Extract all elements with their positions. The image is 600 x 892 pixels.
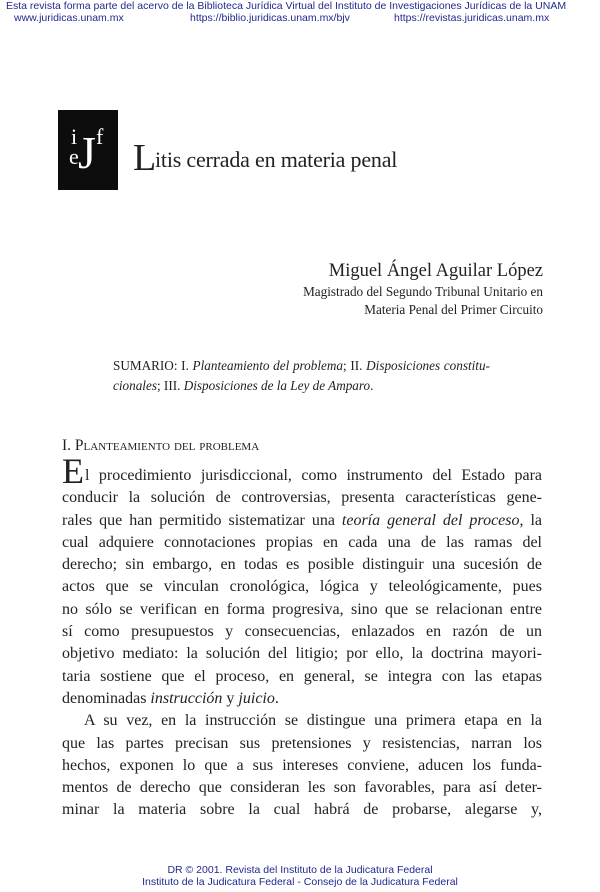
text-line: actos que se vinculan cronológica, lógica y teleológicamente, pues [62,578,542,596]
logo-letter-f: f [96,124,104,149]
author-block [303,259,543,319]
text-line: cual adquiere connotaciones propias en cada una de las ramas del [62,533,542,551]
author-affiliation-line-1: Magistrado del Segundo Tribunal Unitario en [303,284,543,299]
text-line: mentos de derecho que consideran les son favorables, para así deter- [62,779,542,797]
link-juridicas[interactable]: www.juridicas.unam.mx [14,12,124,24]
emphasis: instrucción [150,689,223,707]
footer-copyright: DR © 2001. Revista del Instituto de la Judicatura Federal [167,864,433,876]
text-line: que las partes precisan sus pretensiones y resistencias, narran los [62,734,542,752]
title-initial: L [133,137,157,179]
text-line: denominadas instrucción y juicio. [62,689,279,707]
title-rest: itis cerrada en materia penal [155,147,398,172]
logo-letter-e: e [69,144,79,169]
text-line: no sólo se verifican en forma progresiva, sino que se relacionan entre [62,600,542,618]
summary-item-3-num: III. [163,378,184,393]
summary-label: SUMARIO: [113,358,182,373]
logo-letter-i: i [71,124,78,149]
section-title: Planteamiento del problema [74,437,260,454]
link-biblio-bjv[interactable]: https://biblio.juridicas.unam.mx/bjv [190,12,350,24]
footer-publisher: Instituto de la Judicatura Federal - Consejo de la Judicatura Federal [142,876,458,888]
text-line: conducir la solución de controversias, presenta características gene- [62,489,542,507]
text-line: sí como presupuestos y consecuencias, enlazados en razón de un [62,623,542,641]
summary-sep: ; [343,358,351,373]
text-line: El procedimiento jurisdiccional, como instrumento del Estado para [62,451,542,491]
text-line: taria sostiene que el proceso, en general, se integra con las etapas [62,667,542,685]
author-name: Miguel Ángel Aguilar López [328,261,543,281]
summary-item-2-part1: Disposiciones constitu- [366,358,490,373]
author-affiliation-line-2: Materia Penal del Primer Circuito [364,302,543,317]
text-line: minar la materia sobre la cual habrá de probarse, alegarse y, [62,801,542,819]
section-heading [62,437,259,455]
summary-item-2-num: II. [350,358,367,373]
summary [113,356,490,396]
paragraph-2 [62,710,542,821]
summary-item-2-part2: cionales [113,378,157,393]
ijf-logo-icon [58,110,118,190]
link-revistas[interactable]: https://revistas.juridicas.unam.mx [394,12,550,24]
paragraph-1 [62,451,543,710]
text-line: rales que han permitido sistematizar una teoría general del proceso, la [62,511,543,529]
summary-sep: ; [156,378,164,393]
summary-line-2 [113,376,490,396]
article-body [62,451,543,822]
text-line: hechos, exponen lo que a sus intereses conviene, aducen los funda- [62,756,542,774]
summary-sep: . [370,378,374,393]
repository-notice: Esta revista forma parte del acervo de la Biblioteca Jurídica Virtual del Instituto de Investigaciones Jurídicas de la UNAM [6,0,567,12]
summary-line-1 [113,356,490,376]
logo-letter-j: J [78,127,96,178]
text-line: derecho; sin embargo, en todas es posible distinguir una sucesión de [62,556,542,574]
emphasis: juicio [238,689,275,707]
text-line: objetivo mediato: la solución del litigio; por ello, la doctrina mayori- [62,645,542,663]
text-line: A su vez, en la instrucción se distingue una primera etapa en la [84,712,542,730]
summary-item-3: Disposiciones de la Ley de Amparo [183,378,371,393]
summary-item-1: Planteamiento del problema [192,358,343,373]
section-number: I. [62,437,75,454]
summary-item-1-num: I. [181,358,193,373]
article-title [133,136,397,180]
drop-cap: E [62,451,84,491]
emphasis: teoría general del proceso [341,511,520,529]
